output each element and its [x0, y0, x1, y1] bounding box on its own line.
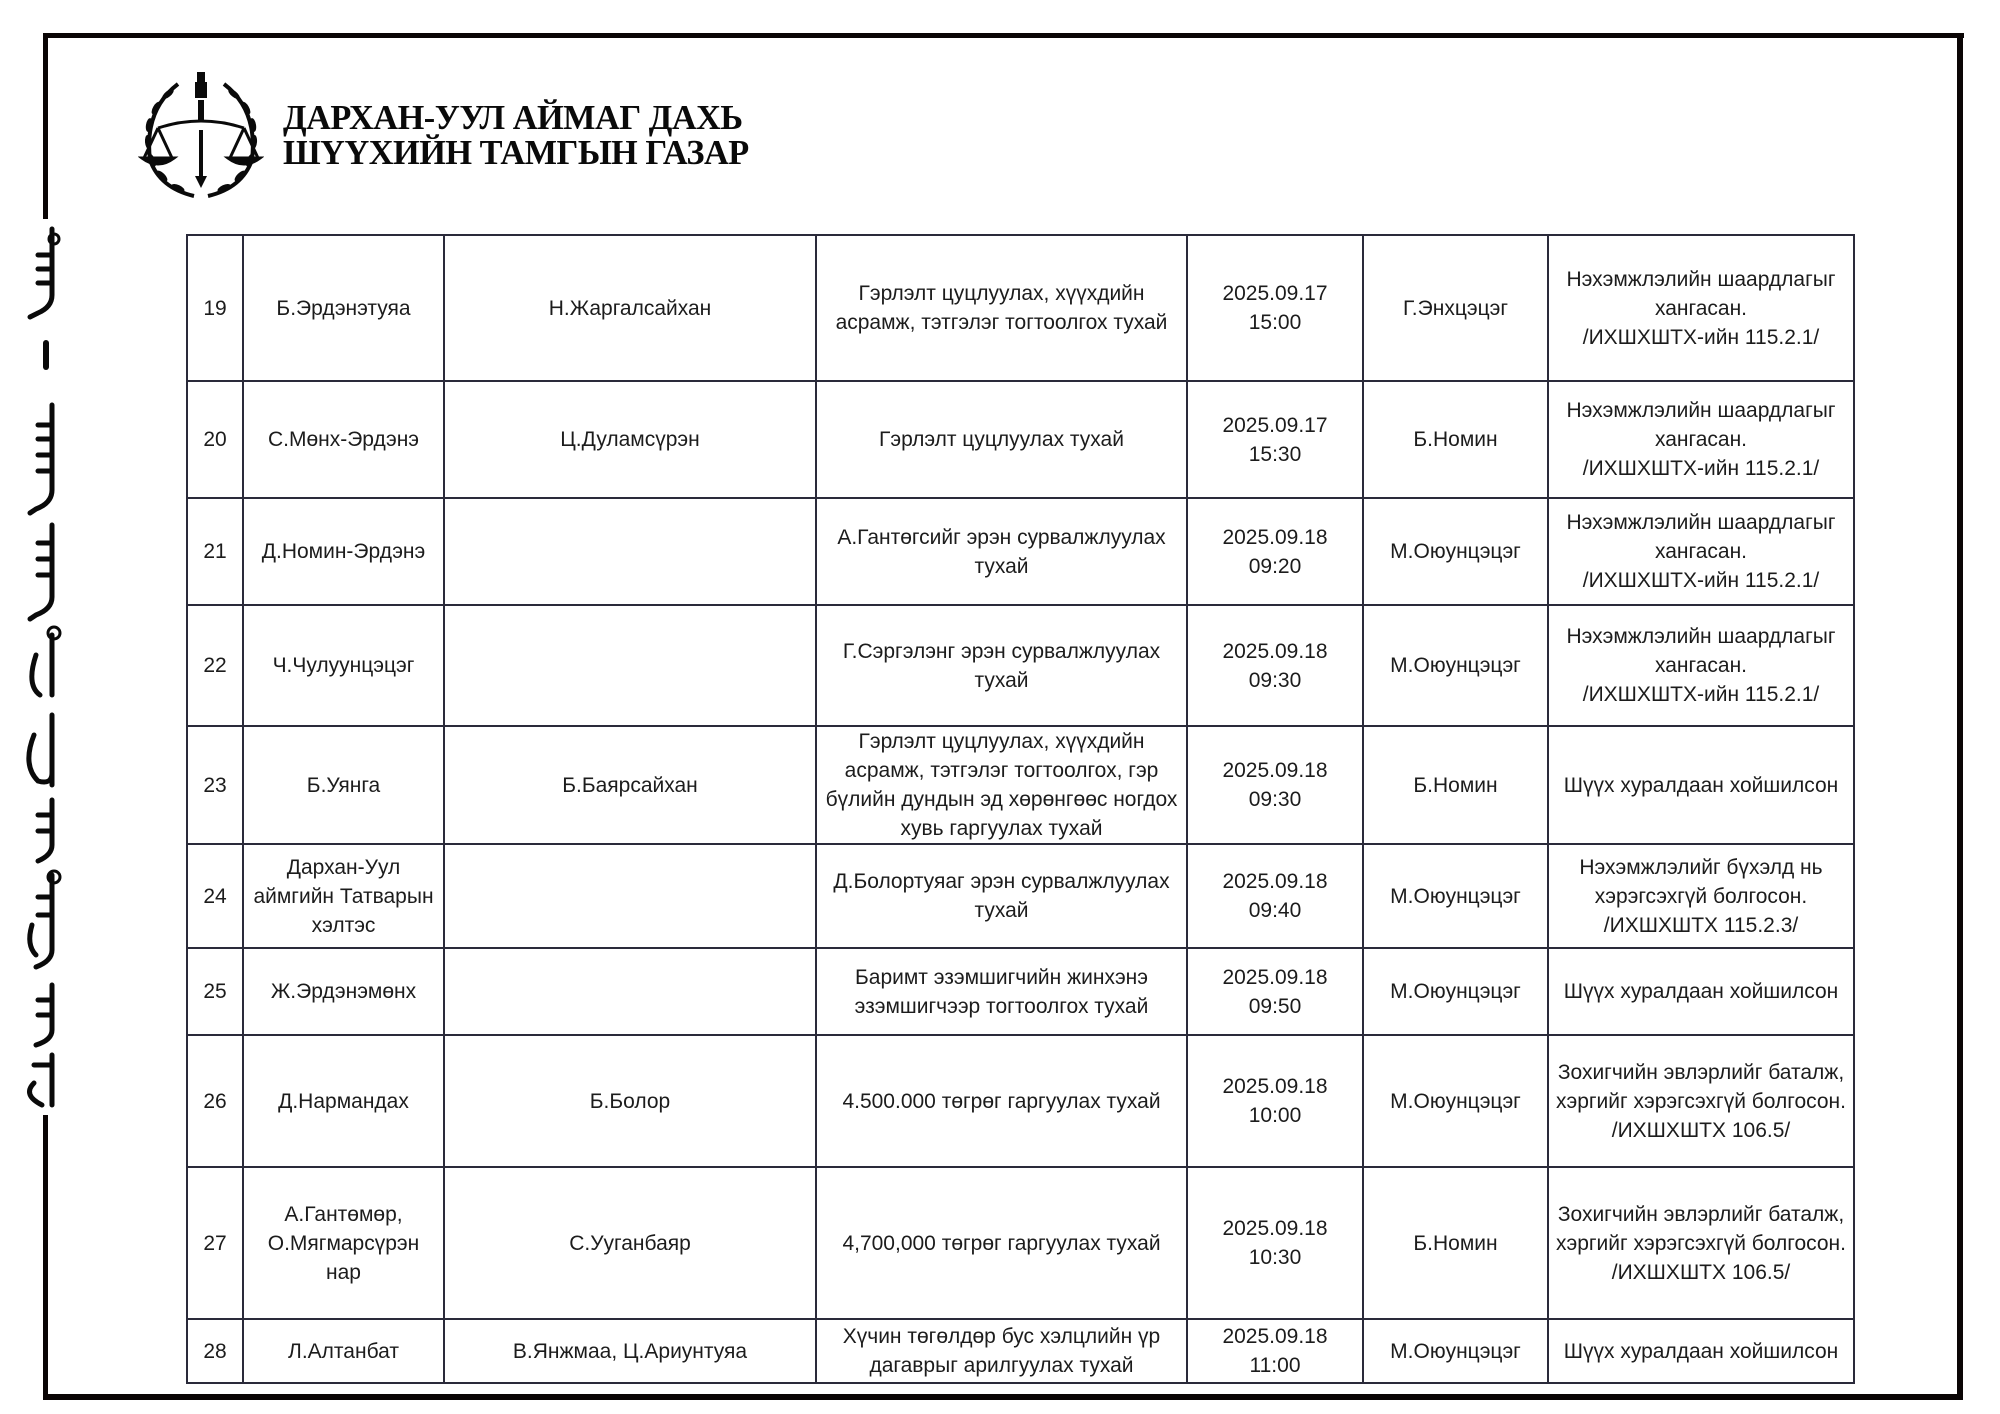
- defendant-cell: [444, 498, 816, 605]
- case-number-cell: 27: [187, 1167, 243, 1319]
- mongolian-script-slogan-icon: [8, 225, 78, 1110]
- plaintiff-cell: Д.Нармандах: [243, 1035, 444, 1167]
- table-row: [187, 1319, 1854, 1383]
- claim-cell: 4,700,000 төгрөг гаргуулах тухай: [816, 1167, 1187, 1319]
- judge-cell: Г.Энхцэцэг: [1363, 235, 1548, 381]
- defendant-cell: [444, 844, 816, 948]
- judge-cell: М.Оюунцэцэг: [1363, 844, 1548, 948]
- result-cell: Шүүх хуралдаан хойшилсон: [1548, 726, 1854, 844]
- judge-cell: М.Оюунцэцэг: [1363, 605, 1548, 726]
- result-cell: Нэхэмжлэлийг бүхэлд нь хэрэгсэхгүй болгосон. /ИХШХШТХ 115.2.3/: [1548, 844, 1854, 948]
- case-number-cell: 22: [187, 605, 243, 726]
- case-number-cell: 26: [187, 1035, 243, 1167]
- result-cell: Нэхэмжлэлийн шаардлагыг хангасан. /ИХШХШТХ-ийн 115.2.1/: [1548, 605, 1854, 726]
- claim-cell: Баримт эзэмшигчийн жинхэнэ эзэмшигчээр тогтоолгох тухай: [816, 948, 1187, 1035]
- result-cell: Зохигчийн эвлэрлийг баталж, хэргийг хэрэгсэхгүй болгосон. /ИХШХШТХ 106.5/: [1548, 1167, 1854, 1319]
- plaintiff-cell: Д.Номин-Эрдэнэ: [243, 498, 444, 605]
- claim-cell: 4.500.000 төгрөг гаргуулах тухай: [816, 1035, 1187, 1167]
- case-number-cell: 21: [187, 498, 243, 605]
- table-row: [187, 605, 1854, 726]
- page-frame-top: [43, 33, 1964, 38]
- case-number-cell: 28: [187, 1319, 243, 1383]
- case-number-cell: 23: [187, 726, 243, 844]
- hearing-datetime-cell: 2025.09.18 09:40: [1187, 844, 1363, 948]
- plaintiff-cell: Ж.Эрдэнэмөнх: [243, 948, 444, 1035]
- case-number-cell: 25: [187, 948, 243, 1035]
- result-cell: Шүүх хуралдаан хойшилсон: [1548, 1319, 1854, 1383]
- table-row: [187, 381, 1854, 498]
- hearing-datetime-cell: 2025.09.18 10:00: [1187, 1035, 1363, 1167]
- defendant-cell: Б.Баярсайхан: [444, 726, 816, 844]
- hearing-datetime-cell: 2025.09.18 10:30: [1187, 1167, 1363, 1319]
- plaintiff-cell: Ч.Чулуунцэцэг: [243, 605, 444, 726]
- defendant-cell: [444, 948, 816, 1035]
- table-row: [187, 1167, 1854, 1319]
- hearing-datetime-cell: 2025.09.18 09:20: [1187, 498, 1363, 605]
- hearing-datetime-cell: 2025.09.17 15:00: [1187, 235, 1363, 381]
- page-frame-bottom: [43, 1394, 1963, 1400]
- judge-cell: М.Оюунцэцэг: [1363, 1319, 1548, 1383]
- judge-cell: М.Оюунцэцэг: [1363, 948, 1548, 1035]
- case-number-cell: 24: [187, 844, 243, 948]
- claim-cell: Г.Сэргэлэнг эрэн сурвалжлуулах тухай: [816, 605, 1187, 726]
- table-row: [187, 948, 1854, 1035]
- scales-of-justice-emblem-icon: [138, 70, 264, 200]
- defendant-cell: В.Янжмаа, Ц.Ариунтуяа: [444, 1319, 816, 1383]
- result-cell: Нэхэмжлэлийн шаардлагыг хангасан. /ИХШХШТХ-ийн 115.2.1/: [1548, 498, 1854, 605]
- court-schedule-table: [186, 234, 1855, 1384]
- result-cell: Зохигчийн эвлэрлийг баталж, хэргийг хэрэгсэхгүй болгосон. /ИХШХШТХ 106.5/: [1548, 1035, 1854, 1167]
- plaintiff-cell: Б.Эрдэнэтуяа: [243, 235, 444, 381]
- table-row: [187, 235, 1854, 381]
- defendant-cell: Б.Болор: [444, 1035, 816, 1167]
- hearing-datetime-cell: 2025.09.18 09:30: [1187, 605, 1363, 726]
- plaintiff-cell: А.Гантөмөр, О.Мягмарсүрэн нар: [243, 1167, 444, 1319]
- case-number-cell: 20: [187, 381, 243, 498]
- plaintiff-cell: Б.Уянга: [243, 726, 444, 844]
- claim-cell: Гэрлэлт цуцлуулах, хүүхдийн асрамж, тэтгэлэг тогтоолгох тухай: [816, 235, 1187, 381]
- case-number-cell: 19: [187, 235, 243, 381]
- hearing-datetime-cell: 2025.09.17 15:30: [1187, 381, 1363, 498]
- table-row: [187, 726, 1854, 844]
- hearing-datetime-cell: 2025.09.18 11:00: [1187, 1319, 1363, 1383]
- defendant-cell: С.Ууганбаяр: [444, 1167, 816, 1319]
- page-frame-right: [1957, 33, 1963, 1400]
- organization-title-line-1: ДАРХАН-УУЛ АЙМАГ ДАХЬ: [283, 98, 743, 137]
- plaintiff-cell: Дархан-Уул аймгийн Татварын хэлтэс: [243, 844, 444, 948]
- judge-cell: Б.Номин: [1363, 726, 1548, 844]
- page-frame-left-upper: [43, 33, 48, 219]
- plaintiff-cell: С.Мөнх-Эрдэнэ: [243, 381, 444, 498]
- judge-cell: Б.Номин: [1363, 381, 1548, 498]
- table-row: [187, 1035, 1854, 1167]
- claim-cell: А.Гантөгсийг эрэн сурвалжлуулах тухай: [816, 498, 1187, 605]
- organization-title: [283, 100, 749, 170]
- judge-cell: М.Оюунцэцэг: [1363, 1035, 1548, 1167]
- table-row: [187, 498, 1854, 605]
- defendant-cell: [444, 605, 816, 726]
- hearing-datetime-cell: 2025.09.18 09:50: [1187, 948, 1363, 1035]
- defendant-cell: Н.Жаргалсайхан: [444, 235, 816, 381]
- hearing-datetime-cell: 2025.09.18 09:30: [1187, 726, 1363, 844]
- claim-cell: Гэрлэлт цуцлуулах тухай: [816, 381, 1187, 498]
- plaintiff-cell: Л.Алтанбат: [243, 1319, 444, 1383]
- result-cell: Шүүх хуралдаан хойшилсон: [1548, 948, 1854, 1035]
- result-cell: Нэхэмжлэлийн шаардлагыг хангасан. /ИХШХШТХ-ийн 115.2.1/: [1548, 381, 1854, 498]
- page-frame-left-lower: [43, 1115, 48, 1400]
- organization-title-line-2: ШҮҮХИЙН ТАМГЫН ГАЗАР: [283, 133, 749, 172]
- judge-cell: Б.Номин: [1363, 1167, 1548, 1319]
- claim-cell: Хүчин төгөлдөр бус хэлцлийн үр дагаврыг арилгуулах тухай: [816, 1319, 1187, 1383]
- result-cell: Нэхэмжлэлийн шаардлагыг хангасан. /ИХШХШТХ-ийн 115.2.1/: [1548, 235, 1854, 381]
- judge-cell: М.Оюунцэцэг: [1363, 498, 1548, 605]
- table-row: [187, 844, 1854, 948]
- defendant-cell: Ц.Дуламсүрэн: [444, 381, 816, 498]
- claim-cell: Д.Болортуяаг эрэн сурвалжлуулах тухай: [816, 844, 1187, 948]
- claim-cell: Гэрлэлт цуцлуулах, хүүхдийн асрамж, тэтгэлэг тогтоолгох, гэр бүлийн дундын эд хөрөнгөөс ногдох хувь гаргуулах тухай: [816, 726, 1187, 844]
